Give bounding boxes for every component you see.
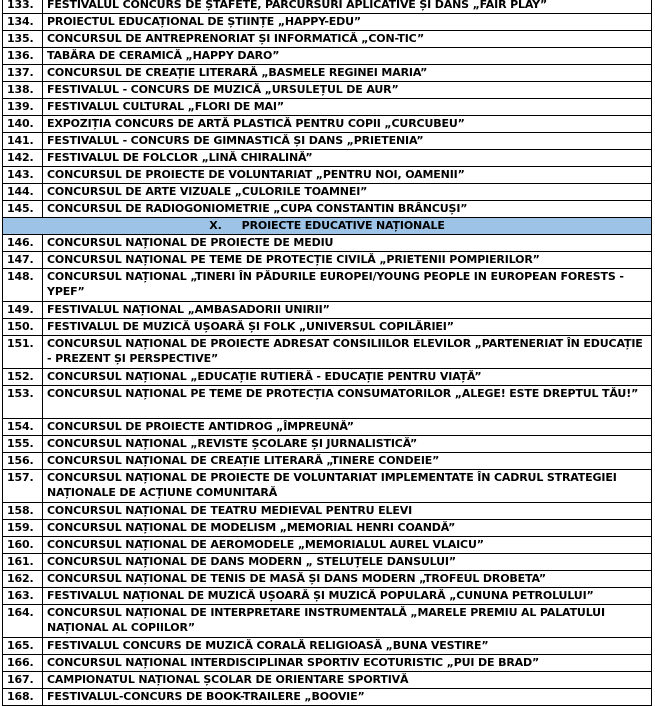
- project-name: FESTIVALUL DE MUZICĂ UȘOARĂ ȘI FOLK „UNIVERSUL COPILĂRIEI”: [43, 319, 652, 336]
- row-number: 152.: [3, 369, 43, 386]
- table-row: [3, 520, 652, 537]
- project-name: CONCURSUL NAȚIONAL DE CREAȚIE LITERARĂ „TINERE CONDEIE”: [43, 453, 652, 470]
- section-title: PROIECTE EDUCATIVE NAȚIONALE: [241, 219, 445, 232]
- row-number: 162.: [3, 571, 43, 588]
- table-row: [3, 252, 652, 269]
- project-name: CONCURSUL NAȚIONAL DE TEATRU MEDIEVAL PENTRU ELEVI: [43, 503, 652, 520]
- project-name: FESTIVALUL DE FOLCLOR „LINĂ CHIRALINĂ”: [43, 150, 652, 167]
- row-number: 160.: [3, 537, 43, 554]
- table-row: [3, 369, 652, 386]
- project-name: FESTIVALUL - CONCURS DE MUZICĂ „URSULEȚUL DE AUR”: [43, 82, 652, 99]
- row-number: 168.: [3, 689, 43, 706]
- row-number: 148.: [3, 269, 43, 302]
- project-name: PROIECTUL EDUCAȚIONAL DE ȘTIINȚE „HAPPY-EDU”: [43, 14, 652, 31]
- row-number: 134.: [3, 14, 43, 31]
- table-row: [3, 48, 652, 65]
- row-number: 136.: [3, 48, 43, 65]
- row-number: 143.: [3, 167, 43, 184]
- table-row: [3, 167, 652, 184]
- project-name: CONCURSUL NAȚIONAL DE PROIECTE DE VOLUNTARIAT IMPLEMENTATE ÎN CADRUL STRATEGIEI NAȚIONALE DE ACȚIUNE COMUNITARĂ: [43, 470, 652, 503]
- row-number: 137.: [3, 65, 43, 82]
- row-number: 141.: [3, 133, 43, 150]
- project-name: CONCURSUL NAȚIONAL DE DANS MODERN „ STELUȚELE DANSULUI”: [43, 554, 652, 571]
- project-name: CONCURSUL DE ARTE VIZUALE „CULORILE TOAMNEI”: [43, 184, 652, 201]
- project-name: CONCURSUL NAȚIONAL DE PROIECTE DE MEDIU: [43, 235, 652, 252]
- table-row: [3, 638, 652, 655]
- table-row: [3, 319, 652, 336]
- table-row: [3, 588, 652, 605]
- section-header-row: [3, 218, 652, 235]
- table-row: [3, 470, 652, 503]
- row-number: 133.: [3, 0, 43, 14]
- project-name: FESTIVALUL - CONCURS DE GIMNASTICĂ ȘI DANS „PRIETENIA”: [43, 133, 652, 150]
- projects-table-body: [3, 0, 652, 706]
- row-number: 165.: [3, 638, 43, 655]
- project-name: CONCURSUL NAȚIONAL „TINERI ÎN PĂDURILE EUROPEI/YOUNG PEOPLE IN EUROPEAN FORESTS - YPEF”: [43, 269, 652, 302]
- project-name: CONCURSUL NAȚIONAL DE TENIS DE MASĂ ȘI DANS MODERN „TROFEUL DROBETA”: [43, 571, 652, 588]
- row-number: 135.: [3, 31, 43, 48]
- project-name: FESTIVALUL CONCURS DE MUZICĂ CORALĂ RELIGIOASĂ „BUNA VESTIRE”: [43, 638, 652, 655]
- row-number: 155.: [3, 436, 43, 453]
- row-number: 140.: [3, 116, 43, 133]
- row-number: 157.: [3, 470, 43, 503]
- table-row: [3, 116, 652, 133]
- project-name: CONCURSUL DE CREAȚIE LITERARĂ „BASMELE REGINEI MARIA”: [43, 65, 652, 82]
- project-name: CONCURSUL NAȚIONAL PE TEME DE PROTECȚIA CONSUMATORILOR „ALEGE! ESTE DREPTUL TĂU!”: [43, 386, 652, 419]
- project-name: FESTIVALUL CONCURS DE ȘTAFETE, PARCURSURI APLICATIVE ȘI DANS „FAIR PLAY”: [43, 0, 652, 14]
- table-row: [3, 436, 652, 453]
- table-row: [3, 689, 652, 706]
- project-name: FESTIVALUL NAȚIONAL „AMBASADORII UNIRII”: [43, 302, 652, 319]
- row-number: 138.: [3, 82, 43, 99]
- table-row: [3, 235, 652, 252]
- row-number: 161.: [3, 554, 43, 571]
- table-row: [3, 31, 652, 48]
- table-row: [3, 655, 652, 672]
- table-row: [3, 302, 652, 319]
- project-name: CONCURSUL NAȚIONAL DE MODELISM „MEMORIAL HENRI COANDĂ”: [43, 520, 652, 537]
- table-row: [3, 0, 652, 14]
- row-number: 139.: [3, 99, 43, 116]
- project-name: TABĂRA DE CERAMICĂ „HAPPY DARO”: [43, 48, 652, 65]
- table-row: [3, 65, 652, 82]
- row-number: 154.: [3, 419, 43, 436]
- project-name: CONCURSUL DE ANTREPRENORIAT ȘI INFORMATICĂ „CON-TIC”: [43, 31, 652, 48]
- row-number: 150.: [3, 319, 43, 336]
- project-name: CONCURSUL NAȚIONAL „EDUCAȚIE RUTIERĂ - EDUCAȚIE PENTRU VIAȚĂ”: [43, 369, 652, 386]
- project-name: CONCURSUL DE PROIECTE DE VOLUNTARIAT „PENTRU NOI, OAMENII”: [43, 167, 652, 184]
- table-row: [3, 269, 652, 302]
- row-number: 151.: [3, 336, 43, 369]
- table-row: [3, 554, 652, 571]
- table-row: [3, 336, 652, 369]
- row-number: 159.: [3, 520, 43, 537]
- project-name: CONCURSUL NAȚIONAL DE AEROMODELE „MEMORIALUL AUREL VLAICU”: [43, 537, 652, 554]
- row-number: 144.: [3, 184, 43, 201]
- table-row: [3, 605, 652, 638]
- section-header-cell: [3, 218, 652, 235]
- table-row: [3, 99, 652, 116]
- project-name: CAMPIONATUL NAȚIONAL ȘCOLAR DE ORIENTARE SPORTIVĂ: [43, 672, 652, 689]
- project-name: FESTIVALUL NAȚIONAL DE MUZICĂ UȘOARĂ ȘI MUZICĂ POPULARĂ „CUNUNA PETROLULUI”: [43, 588, 652, 605]
- project-name: EXPOZIȚIA CONCURS DE ARTĂ PLASTICĂ PENTRU COPII „CURCUBEU”: [43, 116, 652, 133]
- row-number: 164.: [3, 605, 43, 638]
- project-name: FESTIVALUL CULTURAL „FLORI DE MAI”: [43, 99, 652, 116]
- row-number: 142.: [3, 150, 43, 167]
- project-name: FESTIVALUL-CONCURS DE BOOK-TRAILERE „BOOVIE”: [43, 689, 652, 706]
- row-number: 147.: [3, 252, 43, 269]
- table-row: [3, 184, 652, 201]
- table-row: [3, 14, 652, 31]
- table-row: [3, 150, 652, 167]
- project-name: CONCURSUL NAȚIONAL DE PROIECTE ADRESAT CONSILIILOR ELEVILOR „PARTENERIAT ÎN EDUCAȚIE - PREZENT ȘI PERSPECTIVE”: [43, 336, 652, 369]
- row-number: 146.: [3, 235, 43, 252]
- row-number: 145.: [3, 201, 43, 218]
- table-row: [3, 503, 652, 520]
- table-row: [3, 672, 652, 689]
- project-name: CONCURSUL NAȚIONAL PE TEME DE PROTECȚIE CIVILĂ „PRIETENII POMPIERILOR”: [43, 252, 652, 269]
- row-number: 156.: [3, 453, 43, 470]
- project-name: CONCURSUL NAȚIONAL „REVISTE ȘCOLARE ȘI JURNALISTICĂ”: [43, 436, 652, 453]
- project-name: CONCURSUL NAȚIONAL DE INTERPRETARE INSTRUMENTALĂ „MARELE PREMIU AL PALATULUI NAȚIONAL AL COPIILOR”: [43, 605, 652, 638]
- table-row: [3, 82, 652, 99]
- projects-table: [2, 0, 652, 706]
- table-row: [3, 537, 652, 554]
- table-row: [3, 201, 652, 218]
- section-number: X.: [209, 219, 222, 232]
- table-row: [3, 571, 652, 588]
- project-name: CONCURSUL DE PROIECTE ANTIDROG „ÎMPREUNĂ”: [43, 419, 652, 436]
- table-row: [3, 133, 652, 150]
- row-number: 158.: [3, 503, 43, 520]
- project-name: CONCURSUL NAȚIONAL INTERDISCIPLINAR SPORTIV ECOTURISTIC „PUI DE BRAD”: [43, 655, 652, 672]
- row-number: 149.: [3, 302, 43, 319]
- table-row: [3, 386, 652, 419]
- row-number: 153.: [3, 386, 43, 419]
- row-number: 166.: [3, 655, 43, 672]
- row-number: 163.: [3, 588, 43, 605]
- project-name: CONCURSUL DE RADIOGONIOMETRIE „CUPA CONSTANTIN BRÂNCUȘI”: [43, 201, 652, 218]
- table-row: [3, 419, 652, 436]
- table-row: [3, 453, 652, 470]
- row-number: 167.: [3, 672, 43, 689]
